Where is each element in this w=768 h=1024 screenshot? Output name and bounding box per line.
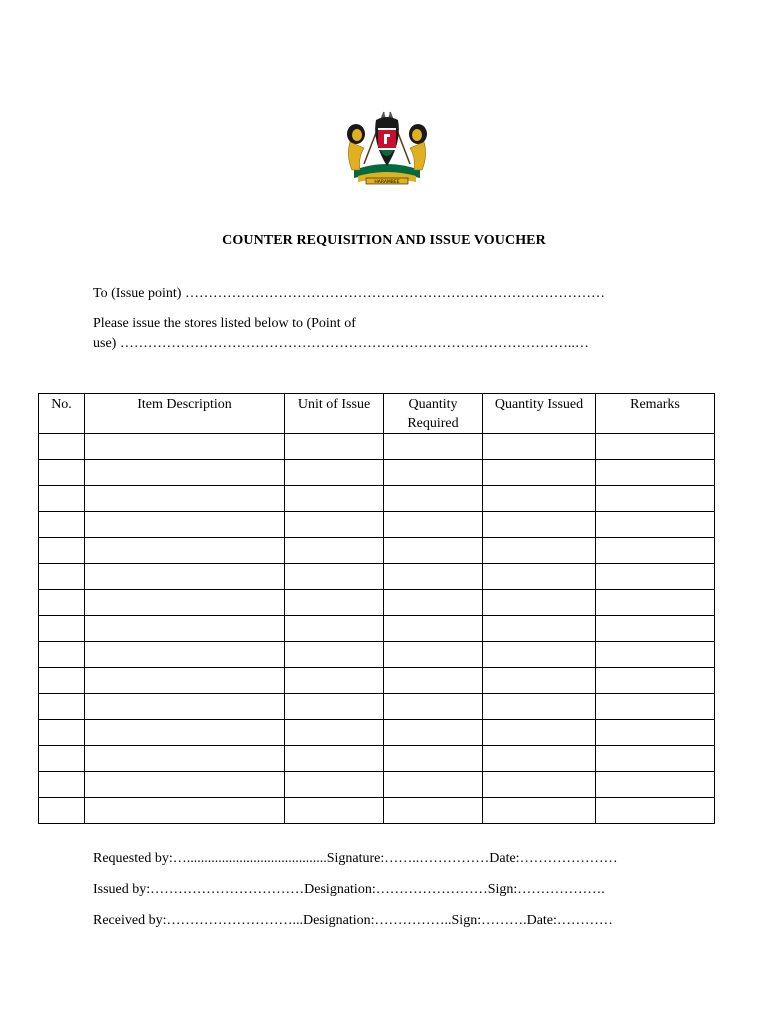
point-of-use-line (93, 336, 589, 352)
cell-item-description[interactable] (85, 746, 285, 772)
cell-quantity-issued[interactable] (483, 538, 596, 564)
table-row (39, 668, 715, 694)
table-row (39, 538, 715, 564)
cell-remarks[interactable] (596, 564, 715, 590)
cell-unit-of-issue[interactable] (285, 460, 384, 486)
header-no: No. (39, 394, 85, 434)
cell-remarks[interactable] (596, 486, 715, 512)
cell-no[interactable] (39, 512, 85, 538)
cell-item-description[interactable] (85, 460, 285, 486)
cell-item-description[interactable] (85, 798, 285, 824)
cell-item-description[interactable] (85, 642, 285, 668)
cell-no[interactable] (39, 772, 85, 798)
cell-quantity-issued[interactable] (483, 720, 596, 746)
cell-remarks[interactable] (596, 642, 715, 668)
cell-quantity-required[interactable] (384, 590, 483, 616)
cell-quantity-issued[interactable] (483, 798, 596, 824)
cell-remarks[interactable] (596, 512, 715, 538)
cell-no[interactable] (39, 538, 85, 564)
cell-quantity-issued[interactable] (483, 694, 596, 720)
header-remarks: Remarks (596, 394, 715, 434)
cell-no[interactable] (39, 460, 85, 486)
table-row (39, 486, 715, 512)
cell-quantity-required[interactable] (384, 720, 483, 746)
cell-no[interactable] (39, 434, 85, 460)
cell-remarks[interactable] (596, 590, 715, 616)
cell-unit-of-issue[interactable] (285, 772, 384, 798)
header-quantity-issued: Quantity Issued (483, 394, 596, 434)
cell-unit-of-issue[interactable] (285, 798, 384, 824)
cell-quantity-required[interactable] (384, 772, 483, 798)
cell-quantity-required[interactable] (384, 434, 483, 460)
received-by-line[interactable]: Received by:………………………...Designation:……………..Sign:……….Date:………… (93, 913, 613, 928)
cell-no[interactable] (39, 798, 85, 824)
cell-item-description[interactable] (85, 616, 285, 642)
table-row (39, 434, 715, 460)
cell-quantity-required[interactable] (384, 564, 483, 590)
cell-no[interactable] (39, 720, 85, 746)
requested-by-line[interactable]: Requested by:…........................................Signature:……..……………Date:………………… (93, 851, 618, 866)
cell-quantity-issued[interactable] (483, 772, 596, 798)
table-row (39, 460, 715, 486)
cell-unit-of-issue[interactable] (285, 746, 384, 772)
cell-quantity-required[interactable] (384, 642, 483, 668)
cell-no[interactable] (39, 746, 85, 772)
cell-remarks[interactable] (596, 746, 715, 772)
cell-no[interactable] (39, 564, 85, 590)
cell-item-description[interactable] (85, 564, 285, 590)
table-row (39, 616, 715, 642)
cell-remarks[interactable] (596, 694, 715, 720)
cell-unit-of-issue[interactable] (285, 434, 384, 460)
cell-remarks[interactable] (596, 434, 715, 460)
table-row (39, 512, 715, 538)
cell-unit-of-issue[interactable] (285, 486, 384, 512)
cell-quantity-required[interactable] (384, 538, 483, 564)
cell-item-description[interactable] (85, 694, 285, 720)
cell-unit-of-issue[interactable] (285, 720, 384, 746)
cell-quantity-issued[interactable] (483, 564, 596, 590)
header-item-description: Item Description (85, 394, 285, 434)
cell-unit-of-issue[interactable] (285, 642, 384, 668)
cell-item-description[interactable] (85, 772, 285, 798)
cell-unit-of-issue[interactable] (285, 512, 384, 538)
cell-remarks[interactable] (596, 668, 715, 694)
table-row (39, 746, 715, 772)
cell-no[interactable] (39, 486, 85, 512)
cell-item-description[interactable] (85, 720, 285, 746)
cell-unit-of-issue[interactable] (285, 694, 384, 720)
cell-remarks[interactable] (596, 720, 715, 746)
cell-quantity-required[interactable] (384, 460, 483, 486)
table-header-row (39, 394, 715, 434)
cell-item-description[interactable] (85, 668, 285, 694)
header-quantity-required: Quantity Required (384, 394, 483, 434)
cell-remarks[interactable] (596, 538, 715, 564)
cell-unit-of-issue[interactable] (285, 616, 384, 642)
table-row (39, 642, 715, 668)
issue-point-line (93, 286, 605, 302)
cell-quantity-issued[interactable] (483, 746, 596, 772)
cell-quantity-issued[interactable] (483, 434, 596, 460)
cell-no[interactable] (39, 668, 85, 694)
cell-unit-of-issue[interactable] (285, 538, 384, 564)
cell-quantity-issued[interactable] (483, 460, 596, 486)
cell-item-description[interactable] (85, 590, 285, 616)
cell-unit-of-issue[interactable] (285, 590, 384, 616)
cell-quantity-required[interactable] (384, 746, 483, 772)
cell-quantity-issued[interactable] (483, 512, 596, 538)
cell-quantity-issued[interactable] (483, 590, 596, 616)
cell-remarks[interactable] (596, 616, 715, 642)
coat-of-arms-icon (340, 106, 434, 188)
items-table (38, 393, 715, 824)
point-of-use-text: Please issue the stores listed below to (Point of (93, 316, 356, 331)
point-of-use-field[interactable]: ……………………………………………………………………………………..… (119, 336, 589, 351)
cell-quantity-issued[interactable] (483, 668, 596, 694)
cell-no[interactable] (39, 590, 85, 616)
table-row (39, 694, 715, 720)
table-row (39, 798, 715, 824)
table-row (39, 564, 715, 590)
cell-quantity-required[interactable] (384, 798, 483, 824)
cell-quantity-required[interactable] (384, 668, 483, 694)
header-unit-of-issue: Unit of Issue (285, 394, 384, 434)
cell-no[interactable] (39, 616, 85, 642)
cell-unit-of-issue[interactable] (285, 564, 384, 590)
table-row (39, 720, 715, 746)
cell-item-description[interactable] (85, 512, 285, 538)
cell-quantity-required[interactable] (384, 616, 483, 642)
cell-quantity-required[interactable] (384, 486, 483, 512)
table-body (39, 434, 715, 824)
cell-unit-of-issue[interactable] (285, 668, 384, 694)
cell-quantity-issued[interactable] (483, 642, 596, 668)
cell-remarks[interactable] (596, 460, 715, 486)
cell-remarks[interactable] (596, 772, 715, 798)
cell-item-description[interactable] (85, 486, 285, 512)
document-title: COUNTER REQUISITION AND ISSUE VOUCHER (222, 233, 546, 248)
crest-motto: HARAMBEE (374, 180, 400, 185)
table-row (39, 590, 715, 616)
cell-quantity-issued[interactable] (483, 616, 596, 642)
table-row (39, 772, 715, 798)
cell-quantity-required[interactable] (384, 694, 483, 720)
cell-item-description[interactable] (85, 434, 285, 460)
cell-quantity-required[interactable] (384, 512, 483, 538)
cell-no[interactable] (39, 694, 85, 720)
issue-point-label: To (Issue point) (93, 286, 182, 301)
point-of-use-label: use) (93, 336, 117, 351)
cell-remarks[interactable] (596, 798, 715, 824)
cell-quantity-issued[interactable] (483, 486, 596, 512)
issue-point-field[interactable]: ……………………………………………………………………………… (184, 286, 605, 301)
cell-no[interactable] (39, 642, 85, 668)
cell-item-description[interactable] (85, 538, 285, 564)
issued-by-line[interactable]: Issued by:……………………………Designation:……………………Sign:………………. (93, 882, 605, 897)
